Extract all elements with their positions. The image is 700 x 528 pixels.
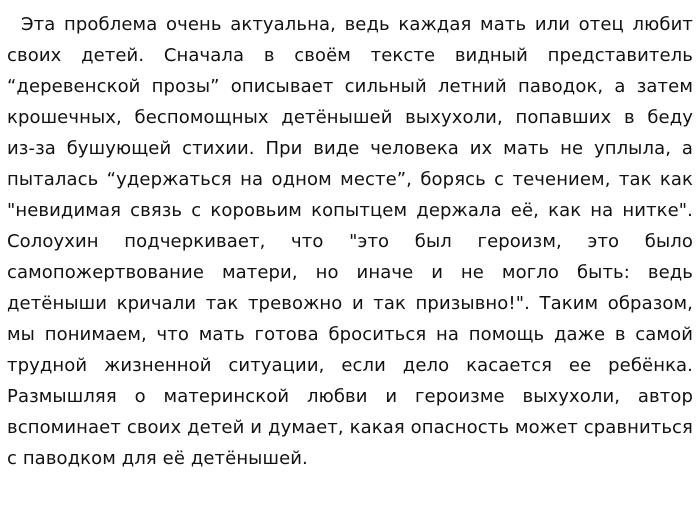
text-line: трудной жизненной ситуации, если дело касается ее ребёнка. (7, 355, 693, 376)
text-line: детёныши кричали так тревожно и так призывно!". Таким образом, (7, 293, 693, 314)
text-line: самопожертвование матери, но иначе и не могло быть: ведь (7, 262, 693, 283)
text-line: Размышляя о материнской любви и героизме выхухоли, автор (7, 386, 693, 407)
text-line: “деревенской прозы” описывает сильный летний паводок, а затем (7, 76, 693, 97)
text-line: пыталась “удержаться на одном месте”, борясь с течением, так как (7, 169, 693, 190)
text-line: мы понимаем, что мать готова броситься на помощь даже в самой (7, 324, 693, 345)
text-line: вспоминает своих детей и думает, какая опасность может сравниться (7, 417, 693, 438)
text-line: из-за бушующей стихии. При виде человека их мать не уплыла, а (7, 138, 693, 159)
text-line: с паводком для её детёнышей. (7, 448, 308, 469)
text-line: Эта проблема очень актуальна, ведь каждая мать или отец любит (21, 14, 693, 35)
text-line: своих детей. Сначала в своём тексте видный представитель (7, 45, 693, 66)
essay-paragraph (7, 9, 693, 474)
text-line: крошечных, беспомощных детёнышей выхухоли, попавших в беду (7, 107, 693, 128)
text-line: "невидимая связь с коровьим копытцем держала её, как на нитке". (7, 200, 693, 221)
text-line: Солоухин подчеркивает, что "это был героизм, это было (7, 231, 693, 252)
